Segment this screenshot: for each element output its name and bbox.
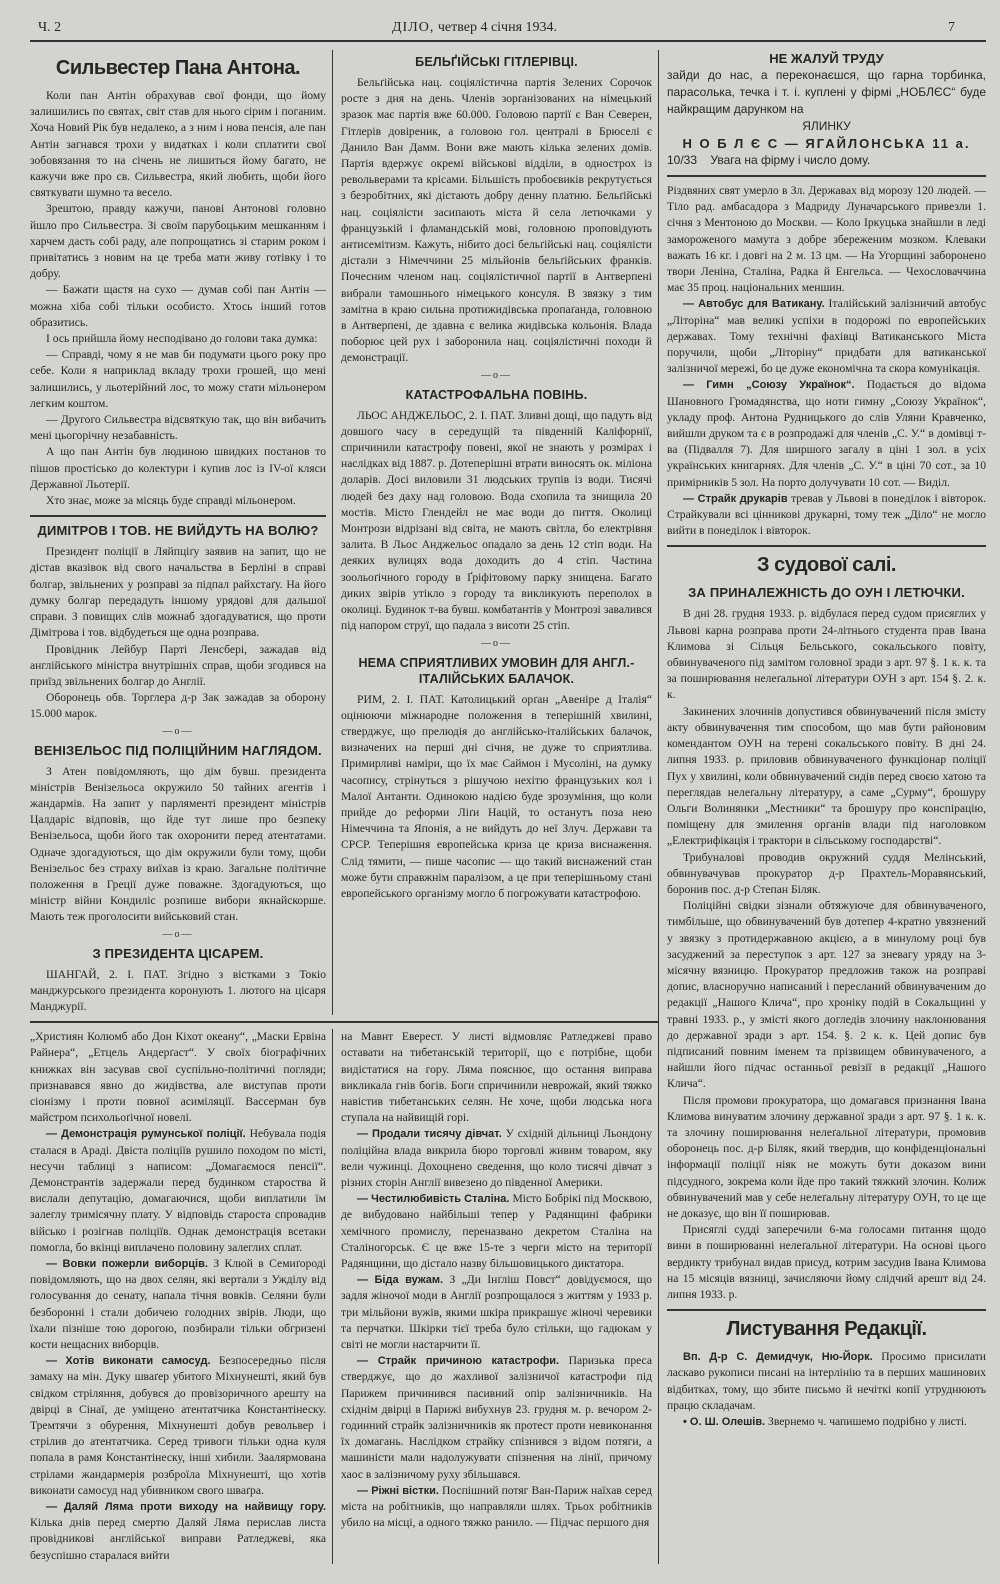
page-mark: 7 bbox=[948, 20, 955, 35]
article-headline: ВЕНІЗЕЛЬОС ПІД ПОЛІЦІЙНИМ НАГЛЯДОМ. bbox=[34, 742, 322, 758]
ad-title: НЕ ЖАЛУЙ ТРУДУ bbox=[769, 51, 884, 66]
right-articles bbox=[667, 175, 986, 1430]
masthead: ДІЛО, bbox=[392, 20, 435, 35]
article-headline: Сильвестер Пана Антона. bbox=[55, 57, 301, 79]
page-header bbox=[30, 18, 986, 42]
article-separator: —o— bbox=[162, 725, 194, 737]
ad-item: ЯЛИНКУ bbox=[802, 119, 851, 133]
article bbox=[30, 1029, 326, 1564]
paragraph: — Гимн „Союзу Українок“. Подається до відома Шановного Громадянства, що ноти гимну „Союзу Українок“, укладу проф. Антона Рудницького до слів Уляни Кравченко, вийшли друком та є в розпродажі для членів „С. У.“ в домівці т-ва (Підвалля 7). Для ширшого загалу в ціні 1 зол. в усіх українських книгарнях. Для членів „С. У.“ в ціні 70 сот., за 10 примірників 5 зол. На порто долучувати 10 сот. — Виділ. bbox=[667, 378, 987, 489]
paragraph: Трибуналові проводив окружний суддя Мелінський, обвинувачував прокуратор д-р Прахтель-Моравянський, боронив пос. д-р Степан Біляк. bbox=[667, 850, 986, 896]
paragraph-lead: — Продали тисячу дівчат. bbox=[357, 1128, 502, 1141]
paragraph: — Бажати щастя на сухо — думав собі пан Антін — можна хіба собі тільки особисто. Хтось інший готов образитись. bbox=[30, 283, 326, 329]
paragraph: Оборонець обв. Торглера д-р Зак зажадав за оборону 15.000 марок. bbox=[30, 691, 326, 721]
top-section bbox=[30, 50, 658, 1015]
paragraph: • О. Ш. Олешів. Звернемо ч. чапишемо подрібно у листі. bbox=[683, 1415, 967, 1429]
paragraph-lead: — Вовки пожерли виборців. bbox=[46, 1258, 208, 1270]
masthead-date bbox=[392, 20, 557, 36]
article-divider bbox=[667, 175, 986, 177]
paragraph: Після промови прокуратора, що домагався признання Івана Климова винуватим злочину державної зради з арт. 97 §. 1 к. к. та злочину поширювання нелеґальної літератури, промовив оборонець пос. д-р Біляк, який твердив, що конфіденціональні інформації поліції ніяк не можуть бути доказом вини підсудного, зокрема коли йде про такий тяжкий злочин. Колиж обвинувачений мав у себе нелеґальну літературу ОУН, то це ще не доказує, що він її поширював. bbox=[667, 1093, 986, 1220]
page-body bbox=[30, 50, 986, 1564]
paragraph-lead: — Страйк друкарів bbox=[683, 492, 788, 505]
article-headline: З ПРЕЗИДЕНТА ЦІСАРЕМ. bbox=[92, 945, 264, 961]
column-bottom-left bbox=[30, 1029, 332, 1564]
paragraph-lead: — Честилюбивість Сталіна. bbox=[357, 1193, 510, 1206]
paragraph: — Страйк друкарів тревав у Львові в понеділок і вівторок. Страйкували всі цінникові друкарні, тому теж „Діло“ не могло вийти в понеділок і вівторок. bbox=[667, 491, 986, 538]
article bbox=[30, 725, 326, 926]
article-separator: —o— bbox=[481, 637, 512, 649]
bottom-section bbox=[30, 1029, 658, 1564]
paragraph: Коли пан Антін обрахував свої фонди, що йому залишились по святах, світ став для нього сірим і поганим. Хоча Новий Рік був недалеко, а з ним і нова пенсія, але пан Антін загнався трохи у видатках і коли сплатити свої зобовязання то на січень не лишиться йому багато, не кажучи вже про св. Сильвестра, який любить, щоби його святкувати шумно та весело. bbox=[30, 89, 326, 200]
paragraph: — Вовки пожерли виборців. З Клюй в Семиґороді повідомляють, що на двох селян, які вертали з Ужділу від голосування до сенату, напала тічня вовків. Селяни були безборонні і стали добичею голодних звірів. Люди, що їхали пізніше тою дорогою, позбирали тільки обгризені кости нещасних виборців. bbox=[30, 1257, 326, 1352]
paragraph-lead: — Гимн „Союзу Українок“. bbox=[683, 379, 855, 392]
ad-note: Увага на фірму і число дому. bbox=[710, 153, 871, 167]
paragraph: Бельґійська нац. соціялістична партія Зелених Сорочок росте з дня на день. Членів зорґанізованих на німецький зразок має партія вже 60.000. Головою партії є Ван Северен, Гітлерів довіреник, а головою гол. централі в Брюселі є Данило Ван Дамм. Вони вже мають кілька зелених домів. Партія вдержує окремі військові відділи, в однострох із револьверами та крісами. Більшість пробоєвиків рекрутується з безробітних, які дістають добру денну платню. Бельґійські нац. соціялісти засипають міста й села летючками у французькій і фламандській мові, головною проповідують антисемітизм. Кажуть, нібито досі бельґійські нац. соціялісти дістали з Німеччини 25 мільйонів бельґійських франків. Почесним членом нац. соціялістичної партії в Антверпені вибрали тамошнього німецького консуля. В звязку з тим замітна в краю сильна протижидівська пропаґанда, головною в Антверпені, де здавна є велика жидівська кольонія. Влада поборює цей рух і заборонила нац. соціялістичні походи й демонстрації. bbox=[341, 76, 652, 365]
paragraph: З Атен повідомляють, що дім бувш. президента міністрів Венізельоса окружило 50 тайних агентів і жандармів. На запит у парляменті президент міністрів Цалдаріс відповів, що йде тут лише про безпеку Венізельоса, щоби його так охоронити перед атентатами. Одначе здогадуються, що дім окружили були тому, щоби Венізельос без страху виїхав із краю. Загальне політичне положення в Греції дуже поважне. Здогадуються, що міністр війни Кондиліс розпише вибори якнайскорше. Мають теж проголосити вийськовий стан. bbox=[30, 764, 326, 924]
ad-address: Н О Б Л Є С — ЯГАЙЛОНСЬКА 11 а. bbox=[682, 136, 971, 151]
article-headline: КАТАСТРОФАЛЬНА ПОВІНЬ. bbox=[405, 387, 588, 402]
paragraph: Зрештою, правду кажучи, панові Антонові головно йшло про Сильвестра. Зі своїм парубоцьким мешканням і харчем дасть собі раду, але попрощатись зі старим роком і привітатись з новим на це треба мати живу готівку і то добру. bbox=[30, 202, 326, 281]
paragraph: на Мавнт Еверест. У листі відмовляє Ратледжеві право оставати на тибетанській території, що є потрібне, щоби видістатися на гору. Ляма пояснює, що остання виправа викликала гнів богів. Боги спричинили неврожай, який тяжко навістив тибетанських селян. Не хоче, щоби людська нога ступала на найвищій горі. bbox=[341, 1030, 652, 1125]
paragraph: Закинених злочинів допустився обвинувачений після змісту акту обвинувачення тим способом, що мав бути районовим комендантом ОУН на терені сокальського повіту. В дні 24. липня 1933. р. приловив обвинуваченого функціонар поліції Пух у хвилині, коли обвинувачений сидів перед своєю хатою та переглядав нелеґальну літературу, а саме „Сурму“, брошуру Ольги Волинянки „Местники“ та брошуру про конспірацію, поміщену для змилення органів влади під наголовком „Електрифікація і трактори в сільському господарстві“. bbox=[667, 704, 986, 848]
article bbox=[667, 175, 986, 539]
paragraph-lead: — Хотів виконати самосуд. bbox=[46, 1355, 211, 1368]
article bbox=[341, 54, 652, 367]
paragraph: ЛЬОС АНДЖЕЛЬОС, 2. І. ПАТ. Зливні дощі, що падуть від довшого часу в середущій та південній Каліфорнії, спричинили катастрофу повені, якої не знають у розмірах і наслідках від 1887. р. Дотеперішні втрати виносять ок. міліона доларів. Досі виловили 31 людських трупів із води. Тисячі людей без даху над головою. Вода схопила та знищила 20 мостів. Місто Глендейл не має води до пиття. Околиці Монтрози відрізані від світа, не мають світла, бо електрівня залита. В Льос Анджельос опадало за день 12 стіп води. На деяких вулицях вода доходить до 4 стіп. Частина зоольоґічного городу в Ґріфітовому парку знищена. Багато диких звірів утікло з городу та викликують переполох в околиці. Будинок т-ва бувш. комбатантів у Монтрозі завалився під напором струї, що падала з висоти 25 стіп. bbox=[341, 408, 652, 633]
article bbox=[341, 637, 652, 903]
article-headline: НЕМА СПРИЯТЛИВИХ УМОВИН ДЛЯ АНГЛ.-ІТАЛІЙСЬКИХ БАЛАЧОК. bbox=[358, 655, 635, 686]
paragraph: І ось прийшла йому несподівано до голови така думка: bbox=[46, 332, 318, 346]
article-headline: ДИМІТРОВ І ТОВ. НЕ ВИЙДУТЬ НА ВОЛЮ? bbox=[37, 523, 319, 539]
paragraph: — Хотів виконати самосуд. Безпосередньо після замаху на мін. Дуку шваґер убитого Міхнунешті, який був свідком стріляння, добувся до провізоричного арешту на двірці в Сінаї, де умiщено атентатчика Константінеску. Тремтячи з обурення, Міхнунешті добув револьвер і стрілив до атентатчика. Серед тривоги тільки одна куля попала в рамя Константінеску, інші хибили. Заалярмована стрілами жандармерія розброїла Міхнунешті, що хотів виконати самосуд над убивником свого шваґра. bbox=[30, 1354, 326, 1497]
paragraph: — Честилюбивість Сталіна. Місто Бобрікі під Москвою, де вибудовано найбільші тепер у Радянщині фабрики хемічного промислу, переназвано декретом Сталіна на Сталіногорськ. Є це вже 15-те з черги місто на території Радянщини, що дістало назву більшовицького диктатора. bbox=[341, 1192, 652, 1270]
paragraph-lead: — Ріжні вістки. bbox=[357, 1484, 439, 1497]
paragraph: Різдвяних свят умерло в Зл. Державах від морозу 120 людей. — Тіло рад. амбасадора з Мадриду Луначарського привезли 1. січня з Ментоною до Москви. — Коло Іркуцька знайшли в леді замороженого мамута з добре збереженим мозком. Клеваки важать 16 кг. і довгі на 2 м. 13 цм. — На Угорщині заборонено твори Леніна, Сталіна, Радка й Енгельса. — Чехословаччина має 35 проц. національних меншин. bbox=[667, 184, 986, 295]
paragraph: — Другого Сильвестра відсвяткую так, що він вибачить мені цьогорічну незабавність. bbox=[30, 413, 326, 443]
article-headline: БЕЛЬҐІЙСЬКІ ГІТЛЕРІВЦІ. bbox=[415, 55, 578, 69]
paragraph: Поліційні свідки зізнали обтяжуюче для обвинуваченого, тимбільше, що обвинувачений був дотепер 4-кратно увязнений у звязку з протидержавною акцією, а в минулому році був засуджений за переступок з арт. 127 за зневагу уряду на 3-місячну вязницю. Прокуратор предложив також на розправі допис, власноручно написаний і пересланий обвинуваченим до редакції „Нашого Клича“, про хроніку подій в Сокальщині у травні 1933. р., у змісті якого догледів злочину наклонювання до державної зради з арт. 154. §. 2 к. к. Цей допис був підписаний повним іменем та прізвищем обвинуваченого, а найшли його підчас останньої ревізії в редакції „Нашого Клича“. bbox=[667, 899, 986, 1091]
article-divider bbox=[667, 545, 986, 547]
paragraph: — Біда вужам. З „Ди Інґліш Повст“ довідуємося, що задля жіночої моди в Англії розпрощалося з життям у 1933 р. три мільйони вужів, якими шкіра прикрашує жіночі черевики та перчатки. Шкірки тієї треба було стільки, що гадюкам у світі не могли настарчити її. bbox=[341, 1273, 652, 1352]
paragraph-lead: — Біда вужам. bbox=[357, 1274, 444, 1287]
paragraph: А що пан Антін був людиною швидких постанов то пішов простісько до колектури і купив лос із IV-ої кляси Державної Льотерії. bbox=[30, 445, 326, 491]
paragraph-lead: — Демонстрація румунської поліції. bbox=[46, 1128, 246, 1141]
ad-body: зайди до нас, а переконаєшся, що гарна торбинка, парасолька, течка і т. і. куплені у фірмі „НОБЛЄС“ буде найкращим дарунком на bbox=[667, 68, 986, 116]
article-headline: ЗА ПРИНАЛЕЖНІСТЬ ДО ОУН І ЛЕТЮЧКИ. bbox=[688, 585, 965, 601]
paragraph: Вп. Д-р С. Демидчук, Ню-Йорк. Просимо присилати ласкаво рукописи писані на інтерлінію та в перших машинових відбитках, тому, що збите письмо й нечіткі копії утруднюють працю складачам. bbox=[667, 1350, 986, 1412]
paragraph: Президент поліції в Ляйпціґу заявив на запит, що не дістав вказівок від свого начальства в Берліні в справі болгар, звільнених у розправі за підпал райхстаґу. На його думку болгар передадуть іншому урядові для дальшої справи. З повищих слів можнаб здогадуватися, що проти Дімітрова і тов. відбудеться ще одна розправа. bbox=[30, 545, 326, 640]
article bbox=[30, 515, 326, 722]
issue-date: четвер 4 січня 1934. bbox=[437, 20, 558, 35]
paragraph-lead: — Автобус для Ватикану. bbox=[683, 298, 825, 311]
column-right bbox=[658, 50, 986, 1564]
advertisement bbox=[667, 50, 986, 169]
article bbox=[30, 56, 326, 509]
article-headline: Листування Редакції. bbox=[726, 1318, 927, 1341]
left-area bbox=[30, 50, 658, 1564]
article bbox=[30, 928, 326, 1016]
column-top-middle bbox=[332, 50, 658, 1015]
paragraph: — Страйк причиною катастрофи. Паризька преса стверджує, що до жахливої залізничої катастрофи під Парижем причинився пасивний опір залізничників. На східнім двірці в Парижі вибухнув 23. грудня м. р. вечором 2-годинний страйк залізничників як протест проти невиконання їх домагань. Наслідком страйку спізнився з відом потяги, а машиністи мали надолужувати спізнення на лінії, причому хаос в залізничому руху збільшався. bbox=[341, 1354, 652, 1481]
column-top-left bbox=[30, 50, 332, 1015]
article bbox=[341, 369, 652, 635]
paragraph: — Продали тисячу дівчат. У східній дільниці Льондону поліційна влада викрила бюро торговлі живим товаром, яку вели чужинці. Дохоцнено сведення, що коло тисячі дівчат з різних сторін Англії вивезено до південної Америки. bbox=[341, 1127, 652, 1189]
paragraph: — Демонстрація румунської поліції. Небувала подія сталася в Араді. Двіста поліціїв рушило походом по місті, несучи таблиці з написом: „Домагаємося пенсії“. Демонстрантів задержали перед будинком староства й вислали депутацію, домагаючися, щоби виплатили їм залеглу тримісячну плату. У відповідь староста спровадив військо і розігнав поліціїв. Однак демонстрація всетаки помогла, бо вкінці виплачено половину залеглих сплат. bbox=[30, 1127, 326, 1254]
paragraph: В дні 28. грудня 1933. р. відбулася перед судом присяглих у Львові карна розправа проти 24-літнього студента прав Івана Климова зі Сільця Бельського, сокальського повіту, обвинуваченого під замітом головної зради з арт. 97 §. 1 к. к. та за поширювання нелеґальної літератури ОУН з арт. 154 §. 2. к. к. bbox=[667, 607, 986, 702]
paragraph: Провідник Лейбур Парті Ленсбері, зажадав від англійського міністра внутрішніх справ, щоби згодився на приїзд звільнених болгар до Англії. bbox=[30, 642, 326, 688]
section-divider bbox=[30, 1021, 658, 1023]
paragraph-lead: • О. Ш. Олешів. bbox=[683, 1416, 766, 1429]
article-divider bbox=[667, 1309, 986, 1311]
article bbox=[667, 585, 986, 1303]
article-separator: —o— bbox=[162, 928, 194, 940]
paragraph: — Даляй Ляма проти виходу на найвищу гору. Кілька днів перед смертю Даляй Ляма перислав листа провідникові англійської виправи Ратледжеві, яка безуспішно старалася вийти bbox=[30, 1501, 326, 1562]
paragraph: Хто знає, може за місяць буде справді мільонером. bbox=[46, 494, 296, 508]
article bbox=[667, 1309, 986, 1430]
paragraph: — Справді, чому я не мав би подумати цього року про себе. Коли я наприклад вкладу трохи грошей, що мені залишились, у льотерійний лос, то можу стати мільонером легким коштом. bbox=[30, 348, 326, 410]
paragraph: „Християн Колюмб або Дон Кіхот океану“, „Маски Ервіна Райнера“, „Етцель Андерґаст“. У своїх біографічних книжках він засував свої суспільно-політичні погляди; признавався явно до жидівства, але виступав проти сіонізму і проти повної асиміляції. Вассерман був майстром психольоґічної новелі. bbox=[30, 1030, 326, 1125]
ad-footer bbox=[667, 152, 986, 169]
article bbox=[341, 1029, 652, 1531]
paragraph-lead: Вп. Д-р С. Демидчук, Ню-Йорк. bbox=[683, 1351, 873, 1364]
paragraph: РИМ, 2. І. ПАТ. Католицький орґан „Авеніре д Італія“ оцінюючи міжнародне положення в теперішній хвилині, стверджує, що прелюдія до англійсько-італійських балачок, визначених на перші дні січня, не дуже то сприятлива. Примирливі наміри, що їх має Саймон і Мусоліні, на думку часопису, стрінуться з рішучою нехітю французьких кол і Малої Антанти. Одинокою надією буде зрозуміння, що коли прийде до реформи Ліґи Націй, то останутъ поза нею Німеччина та Японія, а не вийдуть до неї Злуч. Держави та СРСР. Теперішня европейська криза це криза виснаження. Слід тямити, — пише часопис — що такий виснажений стан може бути справжнім паралізом, а це при теперішньому стані европейського організму могло б погрожувати катастрофою. bbox=[341, 692, 652, 900]
article bbox=[667, 545, 986, 577]
page-number: Ч. 2 bbox=[38, 20, 62, 35]
article-separator: —o— bbox=[481, 369, 512, 381]
paragraph: ШАНГАЙ, 2. І. ПАТ. Згідно з вістками з Токіо манджурського президента коронують 1. лютого на цісаря Манджурії. bbox=[30, 967, 326, 1013]
paragraph-lead: — Даляй Ляма проти виходу на найвищу гору. bbox=[46, 1501, 326, 1514]
paragraph-lead: — Страйк причиною катастрофи. bbox=[357, 1355, 560, 1368]
paragraph: — Ріжні вістки. Поспішний потяг Ван-Париж наїхав серед міста на робітників, що направляли шлях. Трьох робітників убило на місці, а одного тяжко ранило. — Підчас першого дня bbox=[341, 1483, 652, 1530]
paragraph: Присяглі судді заперечили 6-ма голосами питання щодо вини в поширюванні нелеґальної літератури. На основі цього вердикту трибунал видав присуд, котрим засудив Івана Климова на 15 місяців вязниці, зачисляючи йому слідчий арешт від 24. липня 1933. р. bbox=[667, 1223, 986, 1301]
article-divider bbox=[30, 515, 326, 517]
paragraph: — Автобус для Ватикану. Італійський залізничий автобус „Літоріна“ мав великі успіхи в подорожі по европейських державах. Тому технічні фахівці Ватиканського Міста поручили, щоби „Літоріну“ придбати для ватиканської залізничої мережі, бо це дуже економічна та скора комунікація. bbox=[667, 297, 986, 376]
column-bottom-middle bbox=[332, 1029, 658, 1564]
ad-code: 10/33 bbox=[667, 153, 698, 167]
article-headline: З судової салі. bbox=[757, 554, 896, 577]
